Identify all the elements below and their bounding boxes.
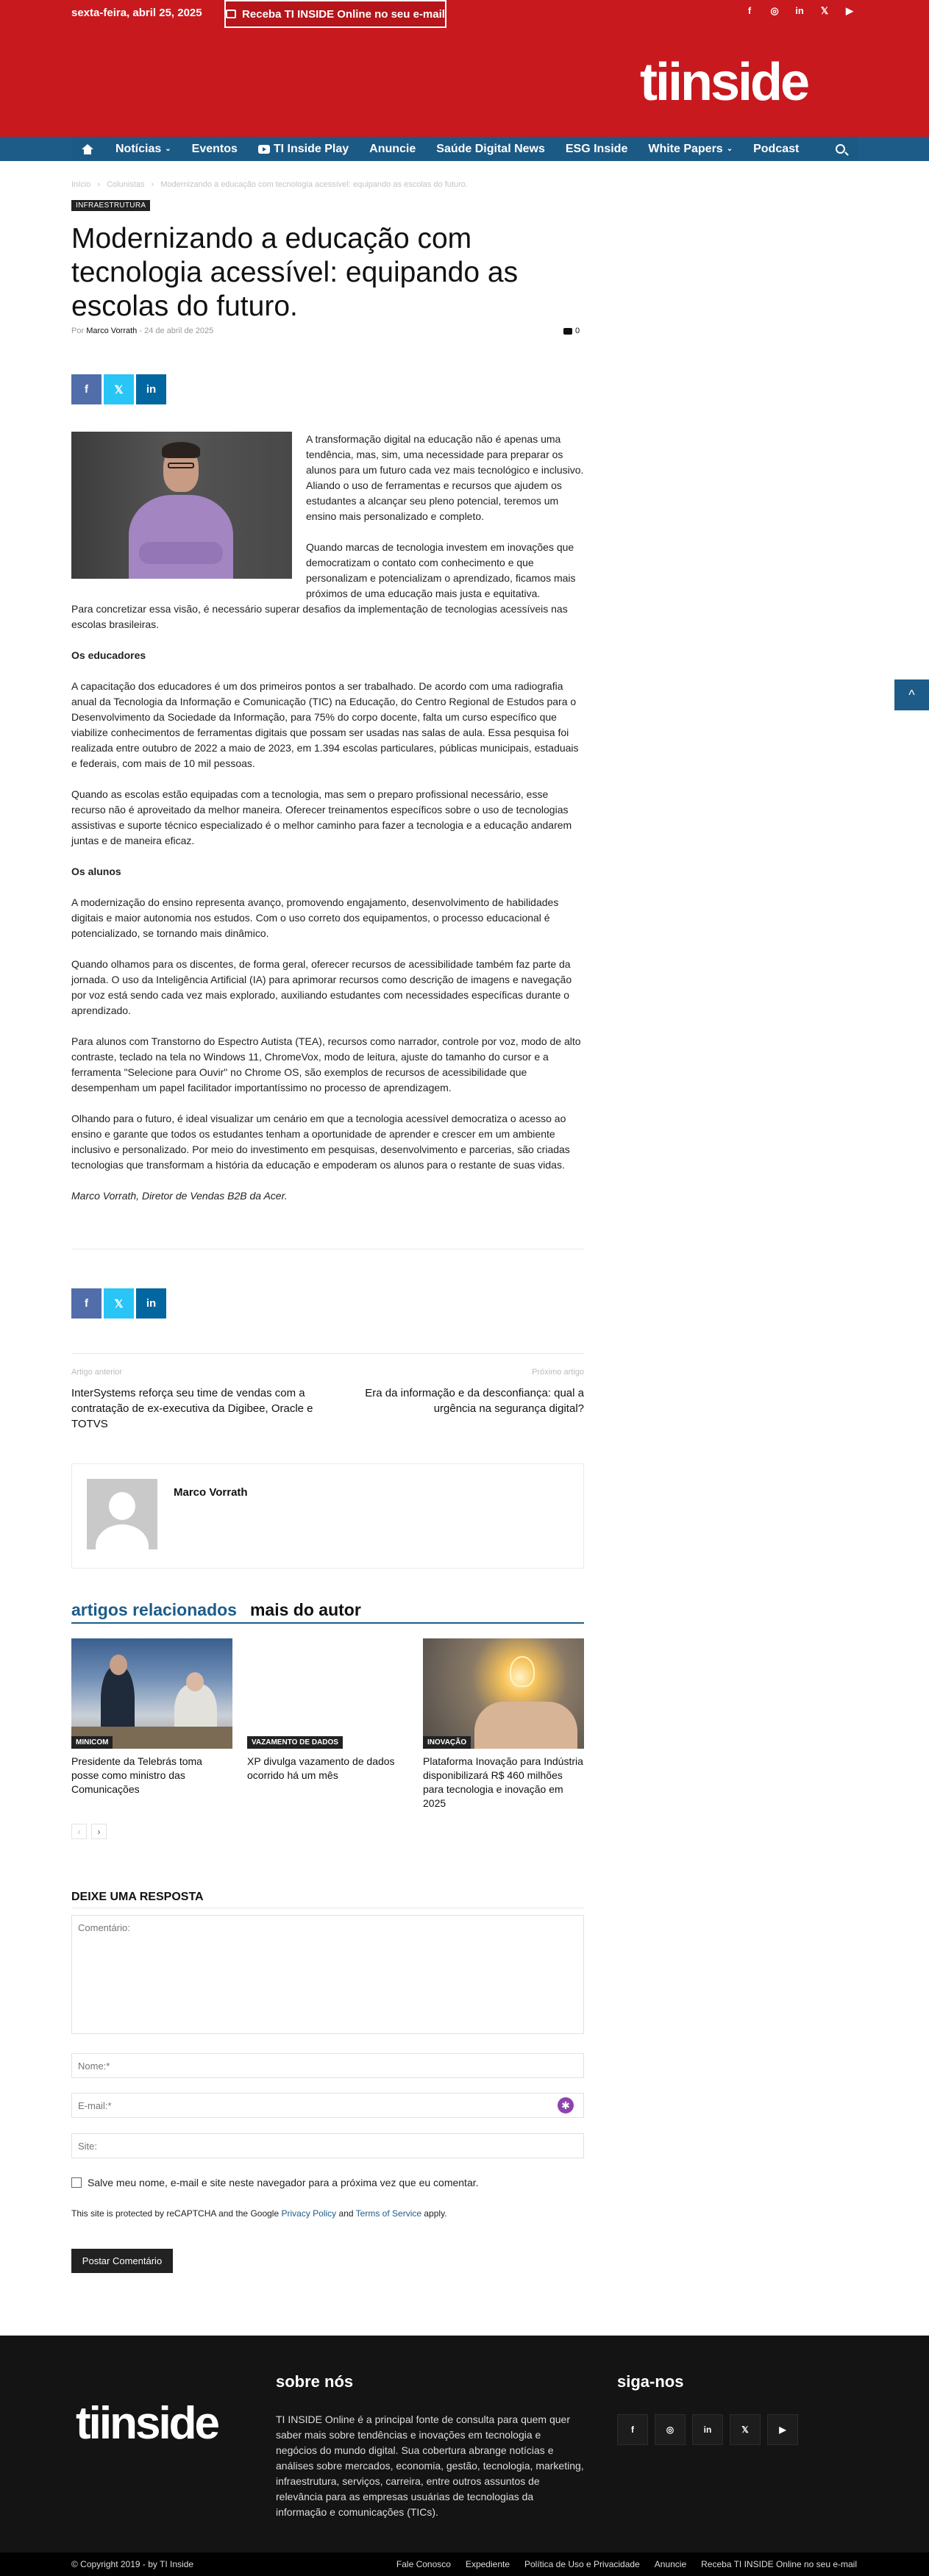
body-paragraph: A modernização do ensino representa avanço, promovendo engajamento, desenvolvimento de habilidades digitais e maior autonomia nos estudos. Com o uso correto dos equipamentos, o processo educacional é potencializado, se tornando mais dinâmico. — [71, 896, 559, 939]
comment-count-value: 0 — [575, 327, 580, 335]
lead-paragraph: Quando marcas de tecnologia investem em inovações que democratizam o contato com conhecimento e que personalizam e potencializam o aprendizado, ficamos mais próximos de uma educação mais justa e equitativa. — [306, 541, 576, 599]
byline-dash: - — [139, 327, 143, 335]
next-article-label: Próximo artigo — [532, 1368, 584, 1377]
related-tabs — [71, 1600, 361, 1620]
mail-icon — [226, 10, 236, 18]
share-bar-bottom — [71, 1288, 166, 1319]
avatar-body — [96, 1524, 149, 1549]
post-comment-button[interactable]: Postar Comentário — [71, 2249, 173, 2273]
section-heading: Os alunos — [71, 866, 121, 877]
site-logo[interactable] — [640, 53, 828, 112]
body-paragraph: Para alunos com Transtorno do Espectro Autista (TEA), recursos como narrador, controle por voz, modo de alto contraste, teclado na tela no Windows 11, ChromeVox, modo de leitura, ajuste do tamanho do cursor e a ferramenta "Selecione para Ouvir" no Chrome OS, são exemplos de recursos de acessibilidade que desempenham um papel facilitador importantíssimo no processo de aprendizagem. — [71, 1035, 581, 1093]
nav-white-papers-label: White Papers — [648, 142, 723, 155]
footer-follow-title: siga-nos — [617, 2372, 684, 2391]
youtube-icon[interactable]: ▶ — [767, 2414, 798, 2445]
comment-count[interactable] — [563, 327, 580, 335]
share-x-button[interactable]: 𝕏 — [104, 374, 134, 404]
copyright: © Copyright 2019 - by TI Inside — [71, 2559, 194, 2569]
comment-textarea[interactable] — [71, 1915, 584, 2034]
save-info-label: Salve meu nome, e-mail e site neste navegador para a próxima vez que eu comentar. — [88, 2177, 479, 2188]
nav-ti-inside-play[interactable] — [248, 137, 359, 161]
footer-about-title: sobre nós — [276, 2372, 354, 2391]
footer-social-links — [617, 2414, 798, 2445]
nav-noticias[interactable] — [105, 137, 182, 161]
related-card[interactable] — [247, 1638, 408, 1783]
related-underline — [71, 1622, 584, 1624]
save-info-checkbox[interactable] — [71, 2177, 82, 2188]
avatar-head — [109, 1492, 135, 1520]
related-badge[interactable]: INOVAÇÃO — [423, 1736, 471, 1749]
comment-form-title: DEIXE UMA RESPOSTA — [71, 1891, 204, 1903]
privacy-policy-link[interactable]: Privacy Policy — [281, 2208, 337, 2219]
recaptcha-note — [71, 2208, 447, 2219]
related-image[interactable] — [247, 1638, 408, 1749]
share-facebook-button[interactable]: f — [71, 374, 102, 404]
share-linkedin-button[interactable]: in — [136, 374, 166, 404]
chevron-down-icon: ⌄ — [165, 145, 171, 153]
nav-noticias-label: Notícias — [115, 142, 162, 155]
footer-bottom-bar — [0, 2552, 929, 2576]
footer — [0, 2336, 929, 2552]
share-bar-top — [71, 374, 166, 404]
instagram-icon[interactable]: ◎ — [770, 5, 779, 16]
home-icon — [82, 144, 93, 154]
byline — [71, 327, 213, 335]
byline-date: 24 de abril de 2025 — [144, 327, 214, 335]
article-body — [71, 602, 584, 1219]
nav-eventos-label: Eventos — [191, 142, 238, 155]
nav-saude-label: Saúde Digital News — [436, 142, 545, 155]
author-box — [71, 1463, 584, 1569]
terms-link[interactable]: Terms of Service — [355, 2208, 422, 2219]
signature: Marco Vorrath, Diretor de Vendas B2B da Acer. — [71, 1190, 288, 1202]
related-card[interactable] — [423, 1638, 584, 1810]
footer-link-newsletter[interactable]: Receba TI INSIDE Online no seu e-mail — [701, 2559, 857, 2569]
prev-article-label: Artigo anterior — [71, 1368, 123, 1377]
section-heading: Os educadores — [71, 649, 146, 661]
nav-anuncie[interactable] — [359, 137, 426, 161]
related-image[interactable] — [423, 1638, 584, 1749]
share-linkedin-button[interactable]: in — [136, 1288, 166, 1319]
nav-podcast[interactable] — [743, 137, 809, 161]
footer-about-text: TI INSIDE Online é a principal fonte de consulta para quem quer saber mais sobre tendências e inovações em tecnologia e negócios do mundo digital. Sua cobertura abrange notícias e análises sobre mercados, economia, gestão, tecnologia, marketing, infraestrutura, serviços, carreira, entre outros assuntos de relevância para as empresas usuárias de tecnologias da informação e comunicações (TICs). — [276, 2413, 584, 2518]
play-icon — [258, 145, 270, 154]
breadcrumb-current: Modernizando a educação com tecnologia acessível: equipando as escolas do futuro. — [160, 180, 468, 189]
related-image[interactable] — [71, 1638, 232, 1749]
scroll-to-top-button[interactable]: ^ — [894, 679, 929, 710]
site-field[interactable] — [71, 2133, 584, 2158]
related-card[interactable] — [71, 1638, 232, 1797]
nav-podcast-label: Podcast — [753, 142, 800, 155]
article-lead — [306, 432, 584, 617]
linkedin-icon[interactable]: in — [692, 2414, 723, 2445]
name-field[interactable] — [71, 2053, 584, 2078]
x-icon[interactable]: 𝕏 — [730, 2414, 761, 2445]
top-social-links — [744, 5, 855, 17]
breadcrumb-colunistas[interactable]: Colunistas — [107, 180, 145, 189]
author-photo — [71, 432, 292, 579]
related-title[interactable]: Presidente da Telebrás toma posse como ministro das Comunicações — [71, 1755, 202, 1795]
nav-home[interactable] — [71, 137, 105, 161]
breadcrumb-sep: › — [97, 180, 101, 189]
body-paragraph: Olhando para o futuro, é ideal visualizar um cenário em que a tecnologia acessível democratiza o acesso ao ensino e garante que todos os estudantes tenham a oportunidade de aprender e crescer em um ambiente inclusivo e personalizado. Por meio do investimento em pesquisas, desenvolvimento e parcerias, são criadas tecnologias que transformam a história da educação e empoderam os alunos para o restante de suas vidas. — [71, 1113, 570, 1171]
tab-related-articles[interactable]: artigos relacionados — [71, 1600, 237, 1619]
youtube-icon[interactable]: ▶ — [846, 5, 853, 16]
footer-link-privacidade[interactable]: Política de Uso e Privacidade — [524, 2559, 640, 2569]
save-info-row — [71, 2177, 479, 2188]
share-x-button[interactable]: 𝕏 — [104, 1288, 134, 1319]
newsletter-button[interactable] — [224, 0, 446, 28]
category-badge[interactable]: INFRAESTRUTURA — [71, 200, 150, 211]
prev-article-link[interactable]: InterSystems reforça seu time de vendas com a contratação de ex-executiva da Digibee, Oracle e TOTVS — [71, 1387, 313, 1430]
chevron-down-icon: ⌄ — [726, 145, 733, 153]
lightbulb-icon — [510, 1656, 535, 1687]
photo-person-face — [186, 1672, 204, 1691]
footer-links — [396, 2559, 857, 2569]
next-article-link[interactable]: Era da informação e da desconfiança: qual a urgência na segurança digital? — [365, 1387, 584, 1415]
breadcrumb-home[interactable]: Início — [71, 180, 91, 189]
pager-prev-button[interactable]: ‹ — [71, 1824, 87, 1839]
tab-more-from-author[interactable]: mais do autor — [249, 1600, 361, 1619]
footer-link-expediente[interactable]: Expediente — [465, 2559, 510, 2569]
related-pager — [71, 1824, 107, 1839]
article-title: Modernizando a educação com tecnologia acessível: equipando as escolas do futuro. — [71, 223, 519, 322]
nav-white-papers[interactable] — [638, 137, 743, 161]
linkedin-icon[interactable]: in — [795, 5, 804, 16]
footer-link-fale-conosco[interactable]: Fale Conosco — [396, 2559, 451, 2569]
nav-anuncie-label: Anuncie — [369, 142, 416, 155]
search-icon — [836, 144, 845, 154]
photo-hair — [162, 442, 200, 458]
body-paragraph: Para concretizar essa visão, é necessário superar desafios da implementação de tecnologias acessíveis nas escolas brasileiras. — [71, 603, 568, 630]
search-button[interactable] — [822, 137, 858, 161]
email-field[interactable] — [71, 2093, 584, 2118]
recaptcha-apply: apply. — [424, 2208, 447, 2219]
avatar[interactable] — [87, 1479, 157, 1549]
footer-logo[interactable]: tiinside — [76, 2398, 218, 2449]
nav-saude-digital-news[interactable] — [426, 137, 555, 161]
x-icon[interactable]: 𝕏 — [820, 5, 829, 16]
breadcrumb — [71, 180, 472, 189]
recaptcha-text: This site is protected by reCAPTCHA and the Google — [71, 2208, 280, 2219]
share-facebook-button[interactable]: f — [71, 1288, 102, 1319]
site-logo-text: tiinside — [640, 53, 808, 112]
facebook-icon[interactable]: f — [617, 2414, 648, 2445]
divider — [71, 1353, 584, 1354]
byline-by: Por — [71, 327, 85, 335]
photo-glasses — [168, 463, 194, 468]
footer-link-anuncie[interactable]: Anuncie — [654, 2559, 687, 2569]
related-title[interactable]: XP divulga vazamento de dados ocorrido há um mês — [247, 1755, 395, 1781]
body-paragraph: Quando as escolas estão equipadas com a tecnologia, mas sem o preparo profissional necessário, esse recurso não é aproveitado da melhor maneira. Oferecer treinamentos específicos sobre o uso de tecnologias assistivas e suporte técnico especializado é o melhor caminho para fazer a tecnologia e a educação andarem juntas e de maneira eficaz. — [71, 788, 572, 846]
newsletter-label: Receba TI INSIDE Online no seu e-mail — [242, 7, 445, 21]
instagram-icon[interactable]: ◎ — [655, 2414, 686, 2445]
recaptcha-and: and — [338, 2208, 354, 2219]
related-badge[interactable]: VAZAMENTO DE DADOS — [247, 1736, 343, 1749]
photo-shirt — [129, 495, 233, 579]
related-badge[interactable]: MINICOM — [71, 1736, 113, 1749]
main-nav — [0, 137, 929, 161]
nav-esg-label: ESG Inside — [565, 142, 628, 155]
facebook-icon[interactable]: f — [747, 5, 752, 16]
nav-esg-inside[interactable] — [555, 137, 638, 161]
author-name[interactable]: Marco Vorrath — [174, 1486, 248, 1499]
current-date: sexta-feira, abril 25, 2025 — [71, 7, 202, 19]
photo-arms — [139, 542, 223, 564]
body-paragraph: A capacitação dos educadores é um dos primeiros pontos a ser trabalhado. De acordo com uma radiografia anual da Tecnologia da Informação e Comunicação (TIC) na Educação, do Centro Regional de Estudos para o Desenvolvimento da Sociedade da Informação, para 75% do corpo docente, falta um curso específico que viabilize conhecimentos de ferramentas digitais que possam ser usadas nas salas de aula. Essa pesquisa foi realizada entre outubro de 2022 a maio de 2023, em 1.394 escolas particulares, públicas municipais, estaduais e federais, com mais de 10 mil pessoas. — [71, 680, 579, 769]
nav-ti-inside-play-label: TI Inside Play — [273, 142, 349, 155]
photo-hand — [474, 1702, 577, 1749]
lead-paragraph: A transformação digital na educação não é apenas uma tendência, mas, sim, uma necessidade para preparar os alunos para um futuro cada vez mais tecnológico e inclusivo. Aliando o uso de ferramentas e recursos que ajudem os estudantes a alcançar seu pleno potencial, teremos um ensino mais personalizado e completo. — [306, 433, 584, 522]
body-paragraph: Quando olhamos para os discentes, de forma geral, oferecer recursos de acessibilidade também faz parte da jornada. O uso da Inteligência Artificial (IA) para aprimorar recursos como descrição de imagens e navegação por voz está sendo cada vez mais explorado, auxiliando estudantes com necessidades específicas durante o aprendizado. — [71, 958, 572, 1016]
pager-next-button[interactable]: › — [91, 1824, 107, 1839]
top-header — [0, 0, 929, 137]
related-title[interactable]: Plataforma Inovação para Indústria disponibilizará R$ 460 milhões para tecnologia e inovação em 2025 — [423, 1755, 583, 1809]
byline-author[interactable]: Marco Vorrath — [86, 327, 138, 335]
comment-icon — [563, 328, 572, 335]
breadcrumb-sep: › — [151, 180, 154, 189]
password-manager-icon[interactable]: ✱ — [558, 2097, 574, 2113]
nav-eventos[interactable] — [182, 137, 248, 161]
photo-person-face — [110, 1655, 127, 1675]
